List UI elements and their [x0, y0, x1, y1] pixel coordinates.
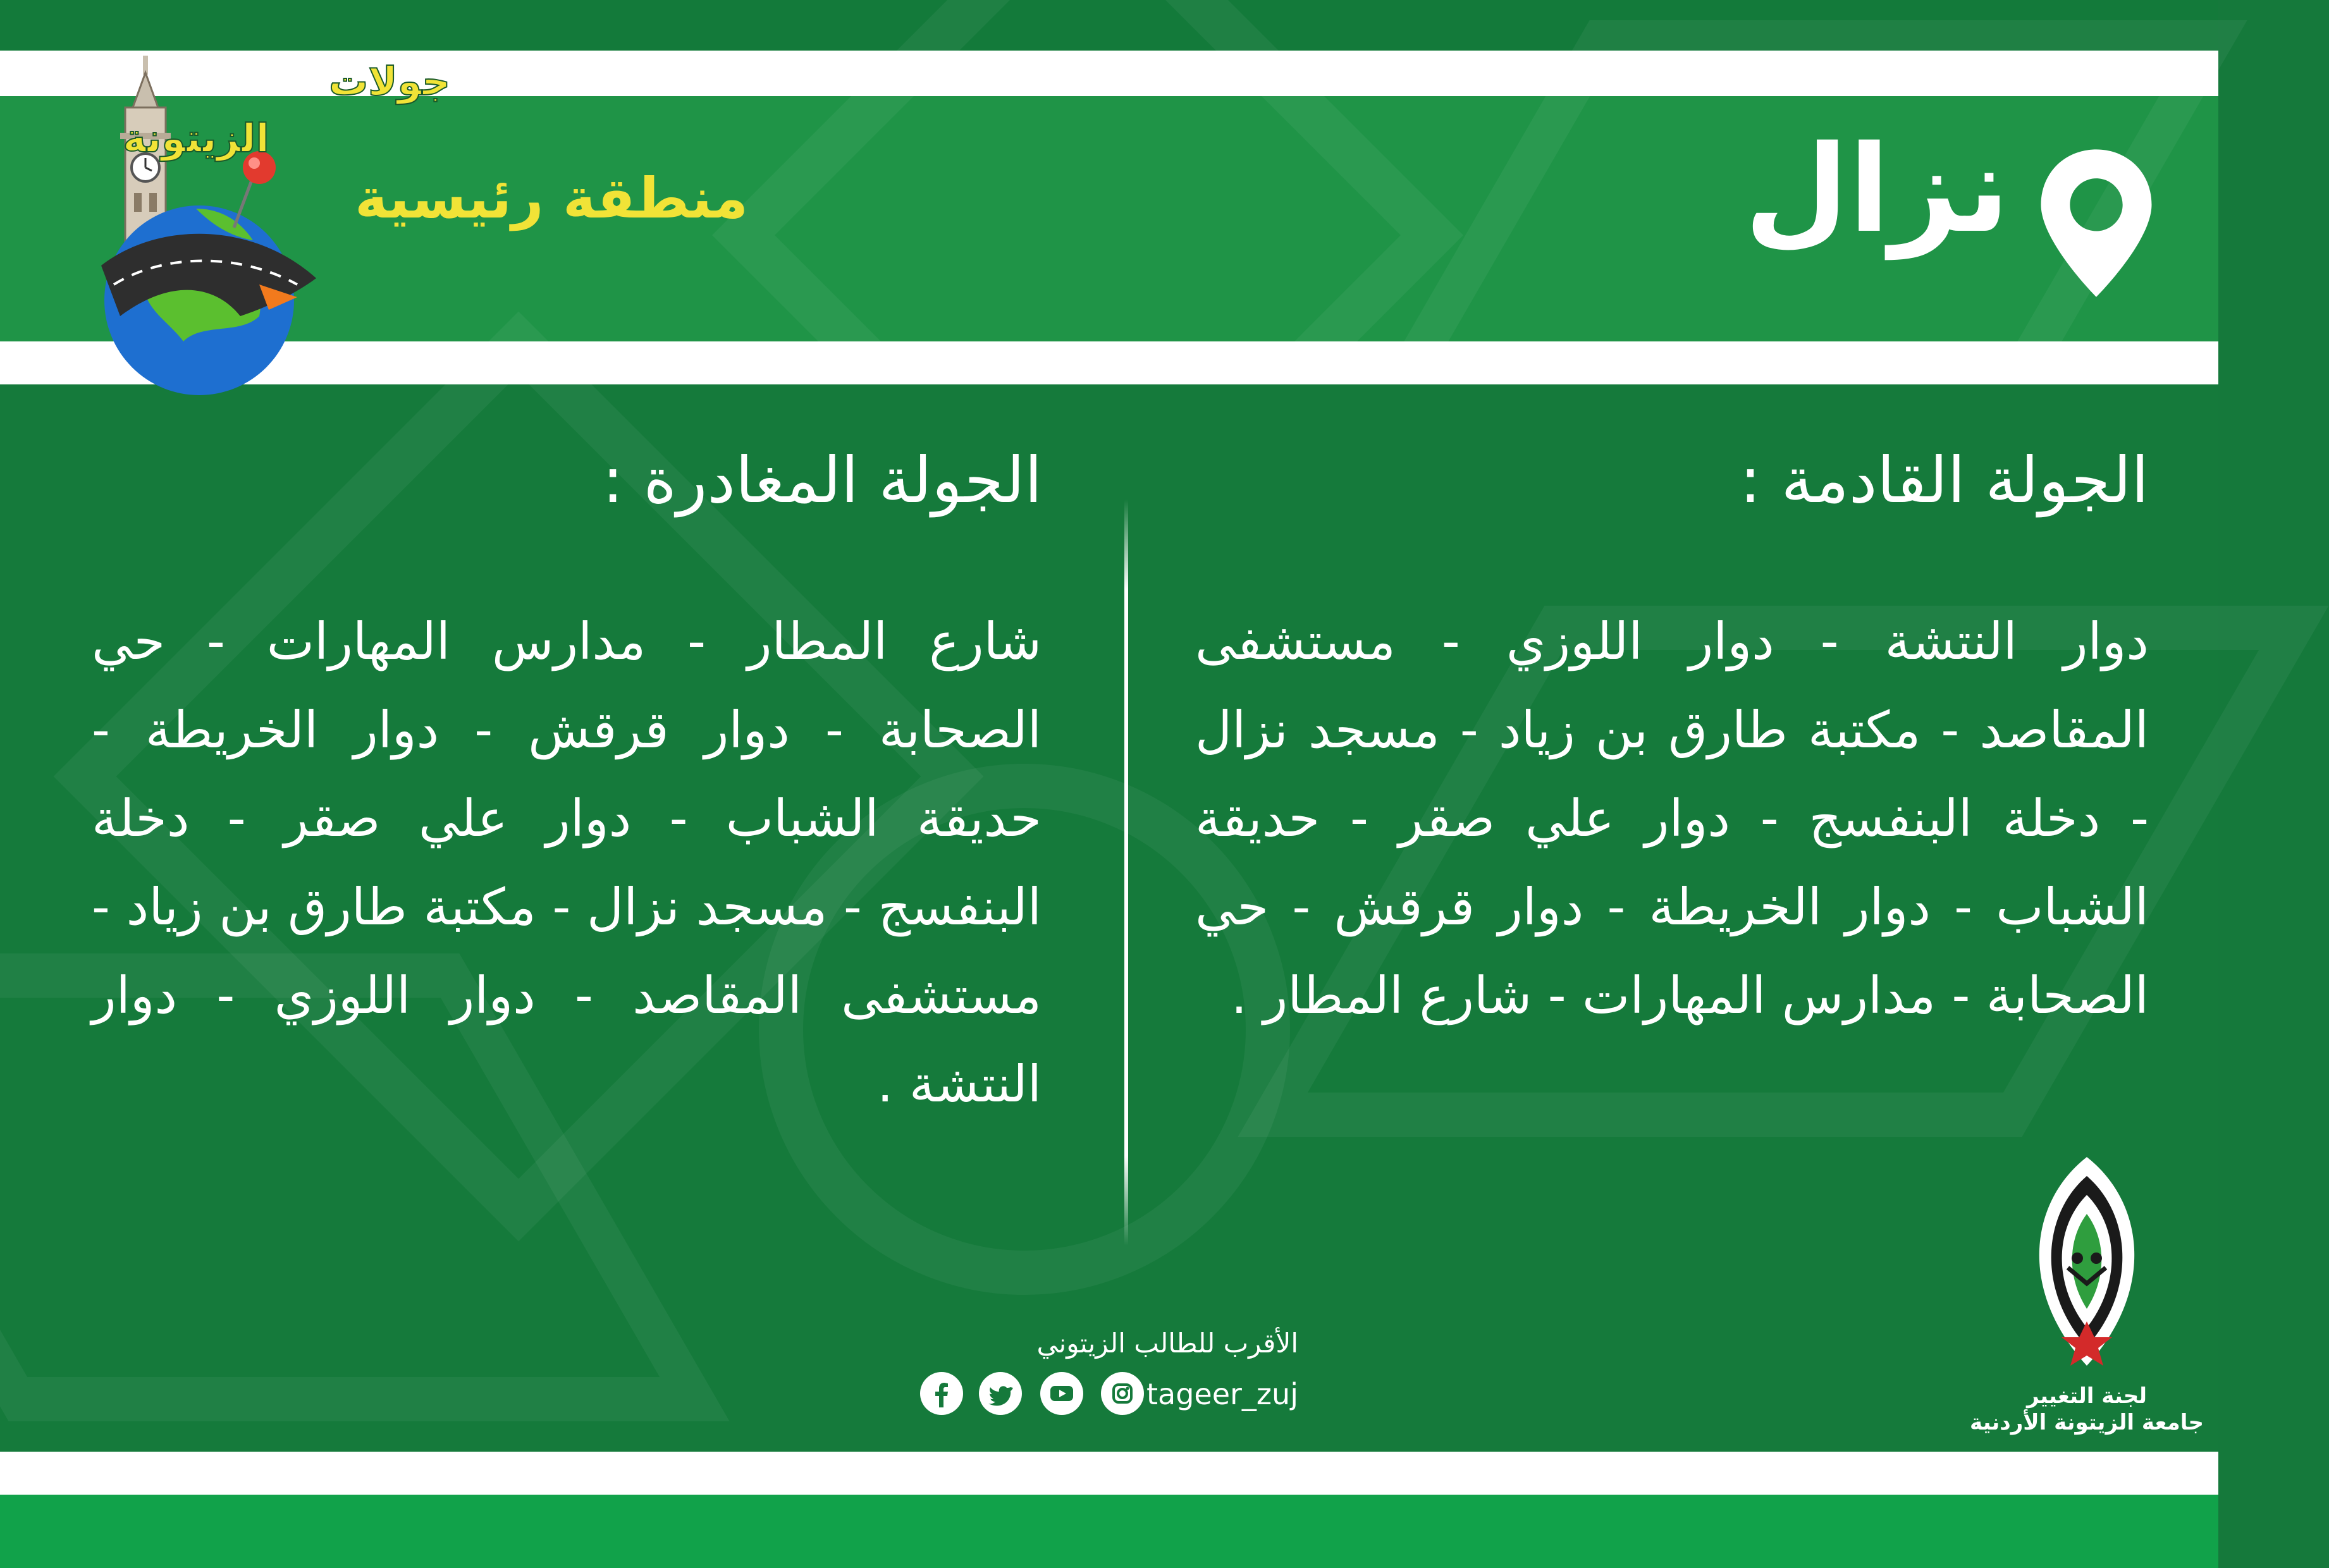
twitter-icon[interactable] [979, 1372, 1022, 1415]
outbound-route-text: شارع المطار - مدارس المهارات - حي الصحابة - دوار قرقش - دوار الخريطة - حديقة الشباب - دوار علي صقر - دخلة البنفسج - مسجد نزال - مكتبة طارق بن زياد - مستشفى المقاصد - دوار اللوزي - دوار النتشة . [92, 612, 1042, 1113]
instagram-icon[interactable] [1101, 1372, 1144, 1415]
committee-name: لجنة التغيير [2026, 1383, 2147, 1409]
column-divider [1124, 499, 1128, 1246]
university-name: جامعة الزيتونة الأردنية [1970, 1410, 2204, 1435]
bottom-strip [0, 1495, 2218, 1568]
logo-line1: جولات [329, 58, 451, 104]
inbound-route-text: دوار النتشة - دوار اللوزي - مستشفى المقاصد - مكتبة طارق بن زياد - مسجد نزال - دخلة البنفسج - دوار علي صقر - حديقة الشباب - دوار الخريطة - دوار قرقش - حي الصحابة - مدارس المهارات - شارع المطار . [1195, 612, 2149, 1025]
area-label: منطقة رئيسية [355, 166, 748, 231]
outbound-tour-title: الجولة المغادرة : [602, 443, 1042, 517]
tours-logo [51, 19, 451, 386]
inbound-tour-title: الجولة القادمة : [1740, 443, 2149, 517]
facebook-icon[interactable] [920, 1372, 963, 1415]
middle-white-band [0, 341, 2218, 384]
bottom-white-band [0, 1452, 2218, 1495]
social-handle: tageer_zuj [1146, 1377, 1298, 1411]
logo-line2: الزيتونة [123, 115, 269, 161]
location-pin-icon [2030, 144, 2163, 302]
youtube-icon[interactable] [1040, 1372, 1083, 1415]
tagline: الأقرب للطالب الزيتوني [1036, 1328, 1298, 1359]
committee-emblem [1992, 1151, 2182, 1404]
place-title: نزال [1744, 119, 2010, 259]
